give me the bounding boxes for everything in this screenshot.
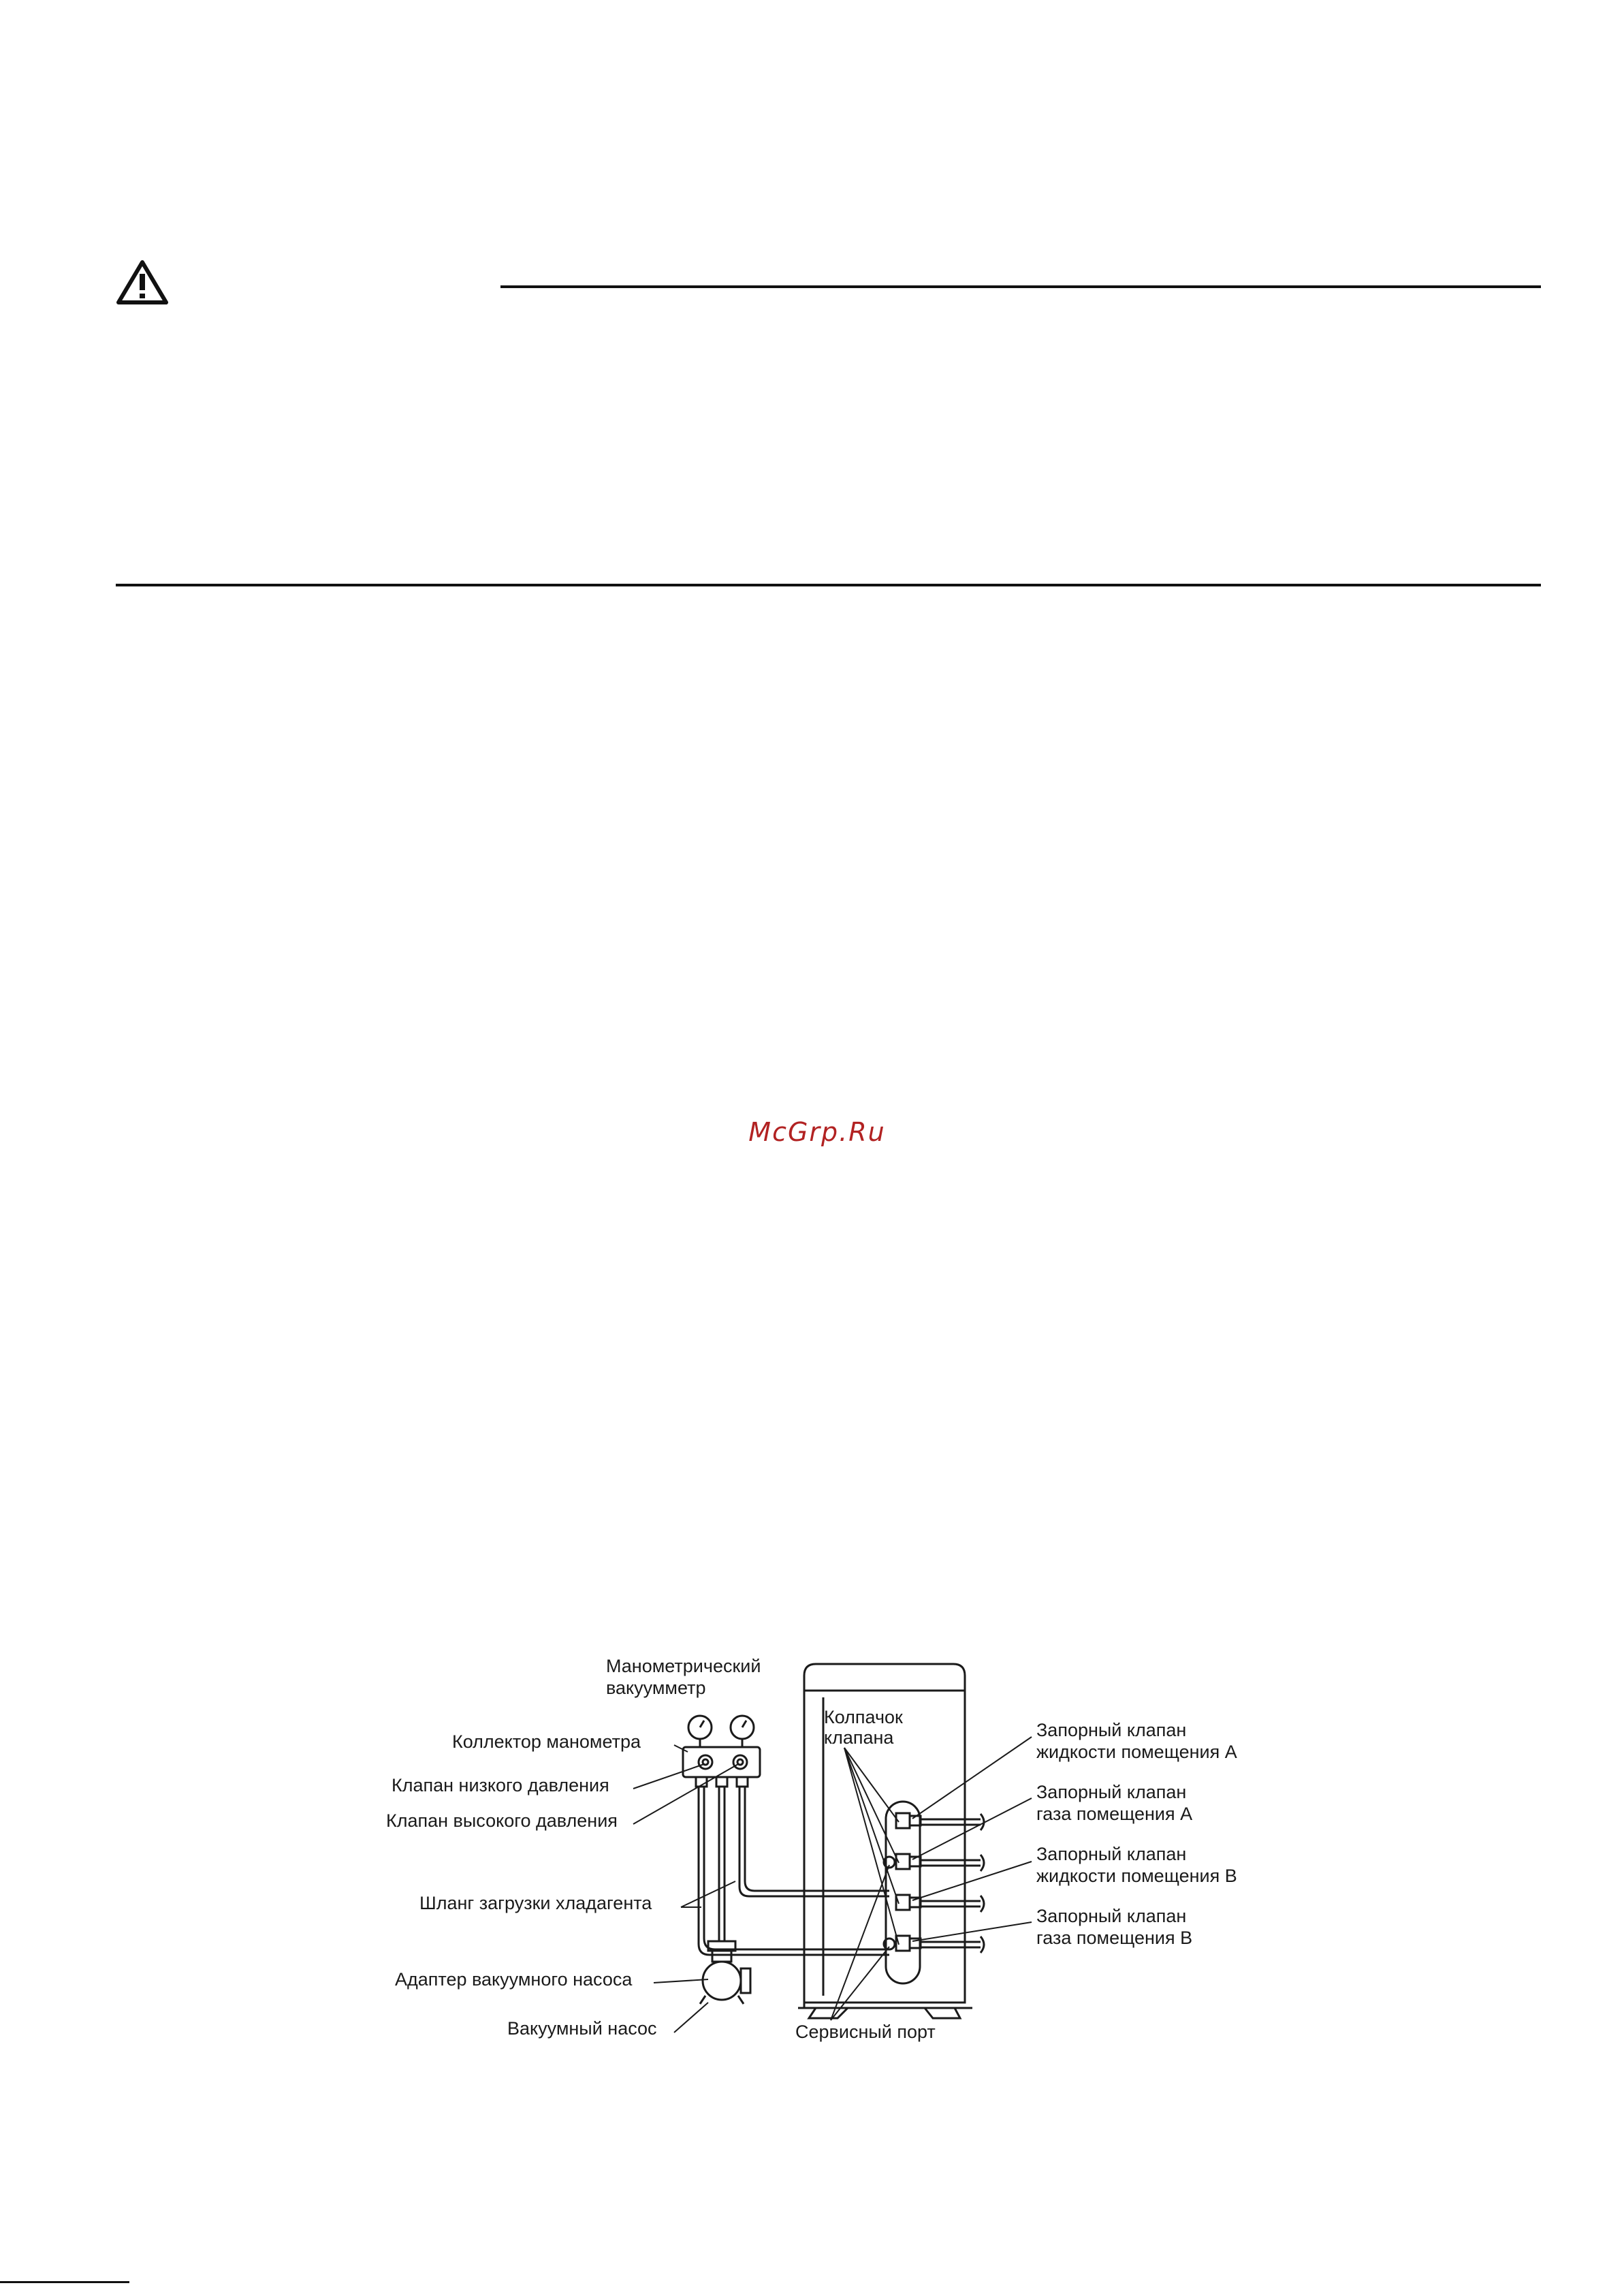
label-gas-a-2: газа помещения A (1036, 1804, 1193, 1824)
leader-lines (633, 1737, 1032, 2032)
label-gas-b-2: газа помещения B (1036, 1928, 1193, 1948)
stop-valve-gas-a (884, 1854, 921, 1869)
label-manifold: Коллектор манометра (452, 1731, 641, 1752)
stop-valve-gas-b (884, 1936, 921, 1951)
label-liquid-a-2: жидкости помещения A (1036, 1742, 1237, 1762)
label-liquid-b-1: Запорный клапан (1036, 1844, 1187, 1864)
label-gauge-1: Манометрический (606, 1656, 761, 1676)
valve-panel (884, 1802, 984, 1983)
label-service-port: Сервисный порт (795, 2022, 936, 2042)
label-adapter: Адаптер вакуумного насоса (395, 1969, 633, 1990)
label-gas-b-1: Запорный клапан (1036, 1906, 1187, 1926)
label-liquid-a-1: Запорный клапан (1036, 1720, 1187, 1740)
charge-hoses (699, 1787, 889, 1955)
gauge-manifold (683, 1716, 760, 1787)
vacuum-pump (700, 1941, 750, 2004)
label-hose: Шланг загрузки хладагента (419, 1893, 652, 1913)
stop-valve-liquid-b (896, 1895, 921, 1910)
label-cap-2: клапана (824, 1727, 894, 1748)
label-cap-1: Колпачок (824, 1707, 903, 1727)
label-gas-a-1: Запорный клапан (1036, 1782, 1187, 1802)
label-high-valve: Клапан высокого давления (386, 1810, 618, 1831)
label-pump: Вакуумный насос (507, 2018, 657, 2039)
watermark: McGrp.Ru (748, 1117, 886, 1147)
label-gauge-2: вакуумметр (606, 1678, 706, 1698)
label-liquid-b-2: жидкости помещения B (1036, 1866, 1237, 1886)
label-low-valve: Клапан низкого давления (392, 1775, 609, 1795)
